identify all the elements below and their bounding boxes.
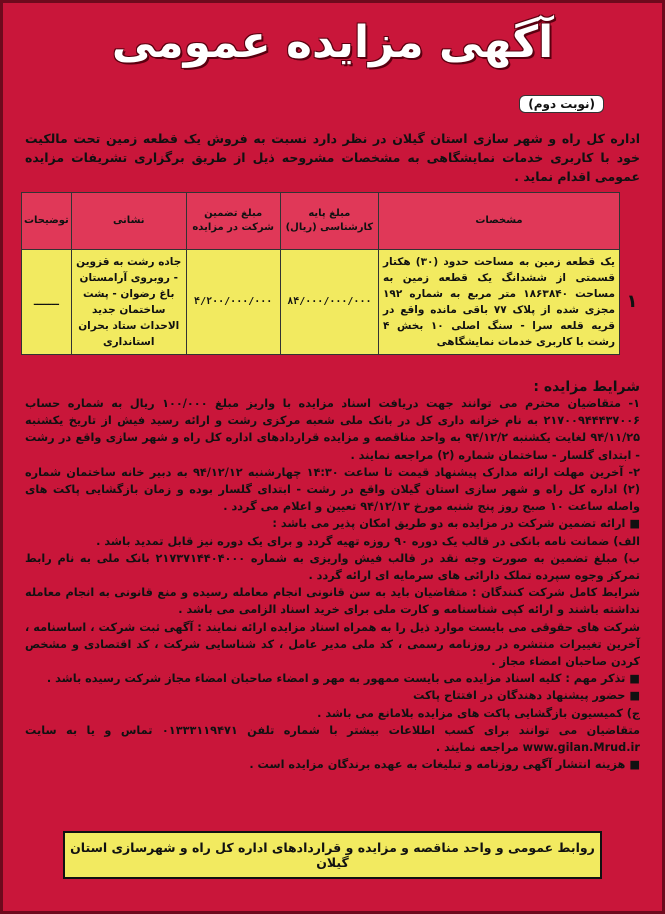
header-notes: توضیحات bbox=[22, 193, 72, 250]
condition-paragraph: ■ هزینه انتشار آگهی روزنامه و تبلیغات به عهده برندگان مزایده است . bbox=[249, 758, 640, 772]
cell-base-price: ۸۴/۰۰۰/۰۰۰/۰۰۰ bbox=[280, 250, 378, 355]
condition-paragraph: ۱- متقاضیان محترم می توانند جهت دریافت اسناد مزایده با واریز مبلغ ۱۰۰/۰۰۰ ریال به شماره حساب ۲۱۷۰۰۹۴۴۴۳۷۰۰۶ به نام خزانه داری کل در بانک ملی شعبه مرکزی رشت و ارائه رسید فیش از تاریخ یکشنبه ۹۴/۱۱/۲۵ لغایت یکشنبه ۹۴/۱۲/۲ به واحد مناقصه و مزایده قراردادهای اداره کل راه و شهر سازی واقع در رشت - ابتدای گلسار - ساختمان شماره (۲) مراجعه نمایند . bbox=[25, 397, 640, 462]
conditions-body bbox=[21, 395, 644, 773]
page-title: آگهی مزایده عمومی bbox=[111, 17, 554, 68]
condition-paragraph: ■ تذکر مهم : کلیه اسناد مزایده می بایست ممهور به مهر و امضاء صاحبان امضاء مجاز شرکت رسیده باشد . bbox=[46, 672, 640, 686]
cell-notes: ـــــــ bbox=[22, 250, 72, 355]
condition-paragraph: ج) کمیسیون بازگشایی پاکت های مزایده بلامانع می باشد . bbox=[317, 706, 640, 720]
cell-specs: یک قطعه زمین به مساحت حدود (۳۰) هکتار قسمتی از ششدانگ یک قطعه زمین به مساحت ۱۸۶۳۸۴۰ متر مربع به شماره ۱۹۲ مجزی شده از پلاک ۷۷ باقی مانده واقع در قریه قلعه سرا - سنگ اصلی ۱۰ بخش ۴ رشت با کاربری خدمات نمایشگاهی bbox=[379, 250, 620, 355]
condition-paragraph: ■ ارائه تضمین شرکت در مزایده به دو طریق امکان پذیر می باشد : bbox=[272, 517, 640, 531]
auction-table bbox=[21, 192, 644, 355]
condition-paragraph: الف) ضمانت نامه بانکی در قالب یک دوره ۹۰ روزه تهیه گردد و برای یک دوره نیز قابل تمدید باشد . bbox=[96, 534, 640, 548]
row-number: ۱ bbox=[620, 250, 645, 355]
header-guarantee: مبلغ تضمین شرکت در مزایده bbox=[186, 193, 280, 250]
condition-paragraph: ■ حضور پیشنهاد دهندگان در افتتاح پاکت bbox=[413, 689, 640, 703]
row-number-header bbox=[620, 193, 645, 250]
round-badge: (نوبت دوم) bbox=[519, 95, 604, 113]
condition-paragraph: ۲- آخرین مهلت ارائه مدارک پیشنهاد قیمت تا ساعت ۱۴:۳۰ چهارشنبه ۹۴/۱۲/۱۲ به دبیر خانه ساختمان شماره (۲) اداره کل راه و شهر سازی استان گیلان واقع در رشت - ابتدای گلسار بوده و زمان بازگشایی پاکت های واصله ساعت ۱۰ صبح روز پنج شنبه مورخ ۹۴/۱۲/۱۳ تعیین و اعلام می گردد . bbox=[25, 465, 640, 514]
header-base-price: مبلغ پایه کارشناسی (ریال) bbox=[280, 193, 378, 250]
table-header-row bbox=[22, 193, 645, 250]
header-address: نشانی bbox=[71, 193, 186, 250]
header-specs: مشخصات bbox=[379, 193, 620, 250]
conditions-title: شرایط مزایده : bbox=[533, 379, 640, 395]
condition-paragraph: ب) مبلغ تضمین به صورت وجه نقد در قالب فیش واریزی به شماره ۲۱۷۳۷۱۴۴۰۴۰۰۰ بانک ملی به نام رابط تمرکز وجوه سپرده تملک دارائی های سرمایه ای ارائه گردد . bbox=[25, 551, 640, 583]
table-row bbox=[22, 250, 645, 355]
condition-paragraph: متقاضیان می توانند برای کسب اطلاعات بیشتر با شماره تلفن ۰۱۳۳۳۱۱۹۴۷۱ تماس و یا به سایت www.gilan.Mrud.ir مراجعه نمایند . bbox=[25, 723, 640, 755]
intro-text: اداره کل راه و شهر سازی استان گیلان در نظر دارد نسبت به فروش یک قطعه زمین تحت مالکیت خود با کاربری خدمات نمایشگاهی به مشخصات مشروحه ذیل از طریق برگزاری تشریفات مزایده عمومی اقدام نماید . bbox=[25, 131, 640, 184]
condition-paragraph: شرکت های حقوقی می بایست موارد ذیل را به همراه اسناد مزایده ارائه نمایند : آگهی ثبت شرکت ، اساسنامه ، آخرین تغییرات منتشره در روزنامه رسمی ، کد ملی مدیر عامل ، کد شناسایی شرکت ، کد اقتصادی و مشخص کردن صاحبان امضاء مجاز . bbox=[25, 620, 640, 669]
header bbox=[21, 3, 644, 111]
footer-signature: روابط عمومی و واحد مناقصه و مزایده و قراردادهای اداره کل راه و شهرسازی استان گیلان bbox=[63, 831, 602, 879]
condition-paragraph: شرایط کامل شرکت کنندگان : متقاضیان باید به سن قانونی انجام معامله رسیده و منع قانونی به انجام معامله نداشته باشند و ارائه کپی شناسنامه و کارت ملی برای خرید اسناد الزامی می باشد . bbox=[25, 586, 640, 617]
cell-guarantee: ۴/۲۰۰/۰۰۰/۰۰۰ bbox=[186, 250, 280, 355]
cell-address: جاده رشت به قزوین - روبروی آرامستان باغ رضوان - پشت ساختمان جدید الاحداث ستاد بحران استانداری bbox=[71, 250, 186, 355]
